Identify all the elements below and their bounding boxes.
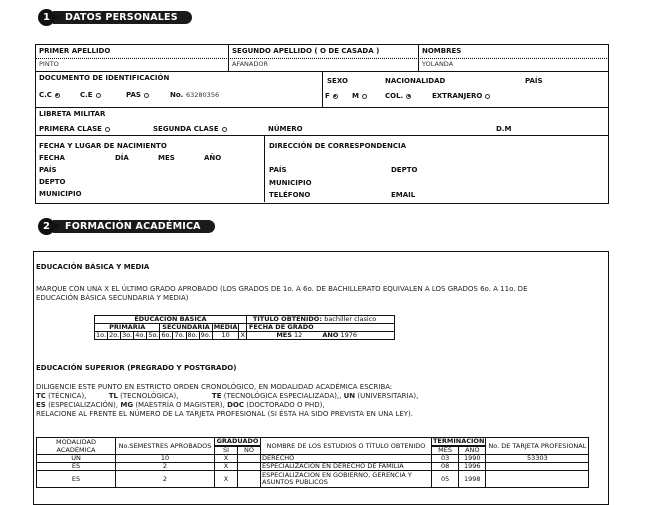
basica-title: EDUCACIÓN BÁSICA Y MEDIA (36, 263, 150, 271)
telefono-label: TELÉFONO (269, 191, 311, 199)
segunda-clase-option[interactable]: SEGUNDA CLASE (153, 126, 227, 133)
segundo-apellido-field[interactable]: AFANADOR (232, 60, 268, 68)
basica-grade-table (94, 315, 395, 340)
section-title: FORMACIÓN ACADÉMICA (53, 220, 215, 233)
grade-cell[interactable]: 9o. (200, 331, 211, 339)
municipio-nacimiento-label: MUNICIPIO (39, 190, 82, 198)
fecha-grado-label: FECHA DE GRADO (246, 324, 394, 332)
cell-modalidad[interactable]: ES (37, 463, 116, 471)
mes-label: MES (158, 154, 175, 162)
grade-cell[interactable]: 4o. (135, 331, 146, 339)
extranjero-radio[interactable] (485, 94, 490, 99)
grade-cell[interactable]: 10 (212, 332, 239, 340)
anio-grado: AÑO 1976 (321, 332, 394, 340)
col-no: NO (238, 446, 261, 455)
dm-label: D.M (496, 125, 512, 133)
col-graduado: GRADUADO (215, 438, 261, 447)
pas-option[interactable]: PAS (126, 92, 149, 99)
nombres-field[interactable]: YOLANDA (422, 60, 454, 68)
anio-grado-value[interactable]: 1976 (340, 331, 358, 339)
cell-nombre[interactable]: ESPECIALIZACION EN GOBIERNO, GERENCIA Y ASUNTOS PUBLICOS (261, 471, 432, 488)
cell-modalidad[interactable]: UN (37, 455, 116, 463)
section-title: DATOS PERSONALES (53, 11, 192, 24)
depto-correspondencia-label: DEPTO (391, 166, 418, 174)
personal-data-form (35, 44, 609, 204)
cc-option[interactable]: C.C (39, 92, 60, 99)
primera-clase-option[interactable]: PRIMERA CLASE (39, 126, 110, 133)
cell-nombre[interactable]: ESPECIALIZACION EN DERECHO DE FAMILIA (261, 463, 432, 471)
grade-cell[interactable]: 7o. (174, 331, 185, 339)
segundo-apellido-label: SEGUNDO APELLIDO ( O DE CASADA ) (232, 47, 380, 55)
sex-m-radio[interactable] (362, 94, 367, 99)
pais-correspondencia-label: PAÍS (269, 166, 287, 174)
mes-grado-value[interactable]: 12 (294, 331, 303, 339)
ce-option[interactable]: C.E (80, 92, 101, 99)
cell-semestres[interactable]: 10 (116, 455, 215, 463)
col-nombre: NOMBRE DE LOS ESTUDIOS O TÍTULO OBTENIDO (261, 438, 432, 455)
cell-no[interactable] (238, 471, 261, 488)
cell-anio[interactable]: 1998 (459, 471, 486, 488)
dia-label: DÍA (115, 154, 129, 162)
cell-tarjeta[interactable]: 53303 (486, 455, 589, 463)
grade-cell[interactable]: 3o. (122, 331, 133, 339)
secundaria-header: SECUNDARIA (160, 324, 212, 332)
grade-cell[interactable]: 8o. (187, 331, 198, 339)
cell-semestres[interactable]: 2 (116, 463, 215, 471)
documento-label: DOCUMENTO DE IDENTIFICACIÓN (39, 74, 170, 82)
pas-radio[interactable] (144, 93, 149, 98)
nacionalidad-label: NACIONALIDAD (385, 77, 446, 85)
section-1-header (38, 9, 192, 25)
col-terminacion: TERMINACIÓN (433, 437, 485, 445)
email-label: EMAIL (391, 191, 416, 199)
primer-apellido-field[interactable]: PINTO (39, 60, 59, 68)
primaria-header: PRIMARIA (95, 324, 160, 332)
cell-no[interactable] (238, 455, 261, 463)
cell-mes[interactable]: 05 (432, 471, 459, 488)
superior-table (36, 437, 589, 488)
section-2-header (38, 218, 215, 234)
cell-si[interactable]: X (215, 471, 238, 488)
fecha-label: FECHA (39, 154, 65, 162)
educacion-basica-header: EDUCACIÓN BÁSICA (95, 316, 247, 324)
cell-mes[interactable]: 08 (432, 463, 459, 471)
pais-nacimiento-label: PAÍS (39, 166, 57, 174)
extranjero-option[interactable]: EXTRANJERO (432, 93, 490, 100)
anio-label: AÑO (204, 154, 222, 162)
cell-nombre[interactable]: DERECHO (261, 455, 432, 463)
direccion-label: DIRECCIÓN DE CORRESPONDENCIA (269, 142, 406, 150)
col-mes: MES (432, 446, 459, 455)
primer-apellido-label: PRIMER APELLIDO (39, 47, 111, 55)
col-si: SI (215, 446, 238, 455)
grade-cell[interactable]: 6o. (161, 331, 172, 339)
cell-anio[interactable]: 1990 (459, 455, 486, 463)
titulo-obtenido-value[interactable]: bachiller clasico (324, 315, 377, 323)
nombres-label: NOMBRES (422, 47, 462, 55)
col-tarjeta: No. DE TARJETA PROFESIONAL (486, 438, 589, 455)
sexo-label: SEXO (327, 77, 348, 85)
pais-label: PAÍS (525, 77, 543, 85)
sex-m-option[interactable]: M (352, 93, 367, 100)
cell-si[interactable]: X (215, 463, 238, 471)
cell-tarjeta[interactable] (486, 471, 589, 488)
cell-tarjeta[interactable] (486, 463, 589, 471)
table-row (37, 471, 589, 488)
sex-f-option[interactable]: F (325, 93, 338, 100)
cell-semestres[interactable]: 2 (116, 471, 215, 488)
mes-grado: MES 12 (246, 332, 303, 340)
section-number: 2 (38, 218, 55, 235)
grade-cell-marked[interactable]: X (240, 331, 245, 339)
libreta-label: LIBRETA MILITAR (39, 110, 106, 118)
municipio-correspondencia-label: MUNICIPIO (269, 179, 312, 187)
cell-no[interactable] (238, 463, 261, 471)
cc-radio[interactable] (55, 93, 60, 98)
primera-clase-radio[interactable] (105, 127, 110, 132)
cell-mes[interactable]: 03 (432, 455, 459, 463)
col-radio[interactable] (406, 94, 411, 99)
cell-anio[interactable]: 1996 (459, 463, 486, 471)
fecha-lugar-label: FECHA Y LUGAR DE NACIMIENTO (39, 142, 167, 150)
document-number-field[interactable]: 63280356 (186, 91, 220, 99)
cell-modalidad[interactable]: ES (37, 471, 116, 488)
section-number: 1 (38, 9, 55, 26)
no-label: No. (170, 91, 184, 99)
sex-f-radio[interactable] (333, 94, 338, 99)
col-anio: AÑO (459, 446, 486, 455)
grade-cell[interactable]: 5o. (148, 331, 159, 339)
superior-instructions: DILIGENCIE ESTE PUNTO EN ESTRICTO ORDEN CRONOLÓGICO, EN MODALIDAD ACADÉMICA ESCRIBA: TC (TÉCNICA), TL (TECNOLÓGICA), TE (TECNOLÓGICA ESPECIALIZADA),, UN (UNIVERSITARIA), ES (ESPECIALIZACIÓN), MG (MAESTRÍA O MAGISTER), DOC (DOCTORADO O PHD), RELACIONE AL FRENTE EL NÚMERO DE LA TARJETA PROFESIONAL (SI ÉSTA HA SIDO PREVISTA EN UNA LEY). (36, 383, 419, 418)
col-modalidad: MODALIDAD ACADÉMICA (37, 438, 116, 455)
media-header: MEDIA (213, 323, 238, 331)
col-semestres: No.SEMESTRES APROBADOS (116, 438, 215, 455)
table-row (37, 463, 589, 471)
numero-label: NÚMERO (268, 125, 303, 133)
cell-si[interactable]: X (215, 455, 238, 463)
basica-instructions: MARQUE CON UNA X EL ÚLTIMO GRADO APROBADO (LOS GRADOS DE 1o. A 6o. DE BACHILLERATO EQUIVALEN A LOS GRADOS 6o. A 11o. DE EDUCACIÓN BÁSICA SECUNDARIA Y MEDIA) (36, 285, 528, 302)
segunda-clase-radio[interactable] (222, 127, 227, 132)
superior-title: EDUCACIÓN SUPERIOR (PREGRADO Y POSTGRADO) (36, 364, 237, 372)
grade-cell[interactable]: 2o. (109, 331, 120, 339)
col-option[interactable]: COL. (385, 93, 411, 100)
ce-radio[interactable] (96, 93, 101, 98)
depto-nacimiento-label: DEPTO (39, 178, 66, 186)
grade-cell[interactable]: 1o. (96, 331, 107, 339)
titulo-obtenido: TÍTULO OBTENIDO: bachiller clasico (246, 316, 394, 324)
